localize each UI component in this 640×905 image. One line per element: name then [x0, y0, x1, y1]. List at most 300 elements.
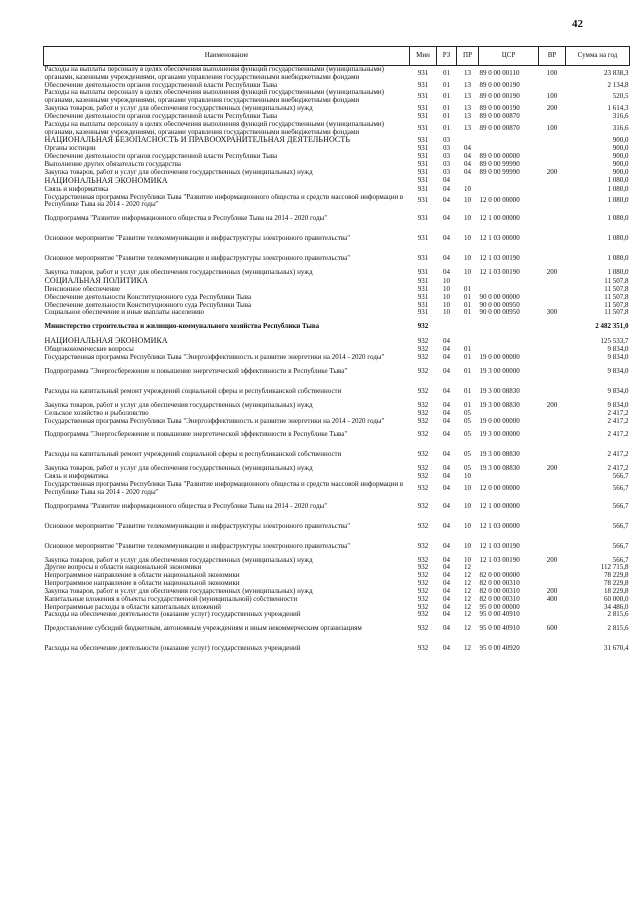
- cell-csr: [479, 186, 539, 194]
- cell-sum: 1 080,0: [607, 234, 629, 243]
- cell-sum: 900,0: [612, 145, 629, 153]
- cell-pr: 01: [464, 366, 471, 375]
- cell-name: Обеспечение деятельности органов государственной власти Республики Тыва: [44, 153, 278, 161]
- cell-pr: 12: [464, 580, 471, 588]
- cell-sum: 34 486,0: [604, 603, 629, 611]
- cell-pr: 04: [464, 153, 471, 161]
- cell-min: 932: [417, 587, 429, 595]
- table-row: [44, 229, 630, 249]
- table-row: [44, 277, 630, 286]
- cell-name: Непрограммное направление в области национальной экономики: [44, 580, 240, 588]
- cell-pr: 12: [464, 624, 471, 633]
- cell-vr: 300: [546, 309, 558, 317]
- table-row: [44, 249, 630, 269]
- cell-min: 931: [417, 276, 429, 285]
- cell-vr: [539, 186, 566, 194]
- cell-min: 931: [417, 153, 429, 161]
- table-row: [44, 309, 630, 317]
- cell-pr: 12: [464, 572, 471, 580]
- cell-pr: 10: [464, 254, 471, 263]
- cell-rz: 01: [443, 68, 450, 77]
- cell-min: 932: [417, 624, 429, 633]
- cell-name: Закупка товаров, работ и услуг для обеспечения государственных (муниципальных) нужд: [44, 556, 313, 564]
- cell-csr: 82 0 00 00310: [479, 595, 520, 603]
- cell-rz: 04: [443, 337, 450, 345]
- cell-vr: [539, 209, 566, 229]
- cell-name: Расходы на капитальный ремонт учреждений социальной сферы и республиканской собственности: [44, 450, 342, 459]
- cell-vr: [539, 229, 566, 249]
- cell-min: 931: [417, 301, 429, 309]
- cell-vr: [539, 286, 566, 294]
- cell-min: 931: [417, 92, 429, 101]
- cell-vr: 100: [546, 68, 558, 77]
- cell-name: Расходы на обеспечение деятельности (оказание услуг) государственных учреждений: [44, 644, 301, 653]
- table-row: [44, 145, 630, 153]
- table-row: [44, 186, 630, 194]
- cell-vr: 200: [546, 556, 558, 564]
- table-row: [44, 209, 630, 229]
- cell-csr: 19 3 00 08830: [479, 401, 520, 409]
- cell-name: Подпрограмма "Развитие информационного общества в Республике Тыва на 2014 - 2020 годы": [44, 214, 328, 223]
- cell-sum: 2 815,6: [607, 624, 629, 633]
- cell-rz: 04: [443, 564, 450, 572]
- cell-rz: 04: [443, 580, 450, 588]
- cell-rz: 04: [443, 185, 450, 193]
- cell-vr: [539, 317, 566, 337]
- cell-min: 932: [417, 541, 429, 550]
- cell-name: Закупка товаров, работ и услуг для обеспечения государственных (муниципальных) нужд: [44, 168, 313, 176]
- cell-csr: 19 3 00 00000: [479, 366, 520, 375]
- cell-csr: [479, 136, 539, 145]
- cell-csr: 89 0 00 00000: [479, 153, 520, 161]
- cell-rz: 04: [443, 354, 450, 362]
- cell-vr: [539, 639, 566, 659]
- cell-pr: 10: [464, 521, 471, 530]
- cell-pr: 13: [464, 105, 471, 113]
- cell-rz: 01: [443, 81, 450, 89]
- cell-sum: 2 482 351,0: [595, 322, 629, 331]
- cell-sum: 112 715,8: [600, 564, 629, 572]
- cell-csr: 89 0 00 00190: [479, 81, 520, 89]
- cell-rz: 04: [443, 450, 450, 459]
- cell-min: 932: [417, 521, 429, 530]
- cell-vr: [539, 145, 566, 153]
- table-row: [44, 161, 630, 169]
- table-row: [44, 169, 630, 177]
- table-row: [44, 66, 630, 82]
- cell-min: 932: [417, 556, 429, 564]
- cell-min: 931: [417, 196, 429, 205]
- cell-pr: 13: [464, 68, 471, 77]
- table-row: [44, 604, 630, 612]
- header-vr: ВР: [539, 47, 566, 66]
- cell-rz: 04: [443, 214, 450, 223]
- cell-min: 931: [417, 68, 429, 77]
- cell-rz: 10: [443, 309, 450, 317]
- cell-sum: 9 834,0: [607, 354, 629, 362]
- cell-min: 932: [417, 430, 429, 439]
- table-row: [44, 121, 630, 137]
- cell-name: Подпрограмма "Энергосбережение и повышение энергетической эффективности в Республике Тыва": [44, 366, 348, 375]
- cell-pr: 12: [464, 595, 471, 603]
- cell-vr: [539, 517, 566, 537]
- cell-rz: 04: [443, 254, 450, 263]
- cell-sum: 1 080,0: [607, 196, 629, 205]
- cell-rz: 01: [443, 123, 450, 132]
- cell-rz: 10: [443, 293, 450, 301]
- cell-csr: 90 0 00 00950: [479, 309, 520, 317]
- cell-pr: [457, 136, 479, 145]
- cell-name: Расходы на выплаты персоналу в целях обеспечения выполнения функций государственными (муниципальными) органами, казенными учреждениями, органами управления государственными внебюджетными фондами: [44, 120, 385, 136]
- cell-name: Государственная программа Республики Тыва "Энергоэффективность и развитие энергетики на 2014 - 2020 годы": [44, 417, 385, 425]
- cell-sum: 18 229,8: [604, 587, 629, 595]
- cell-name: Основное мероприятие "Развитие телекоммуникации и инфраструктуры электронного правительства": [44, 521, 351, 530]
- cell-rz: 04: [443, 196, 450, 205]
- cell-sum: 23 838,3: [604, 68, 629, 77]
- cell-name: Пенсионное обеспечение: [44, 285, 120, 293]
- header-min: Мин: [410, 47, 437, 66]
- cell-csr: 12 1 00 00000: [479, 214, 520, 223]
- table-row: [44, 481, 630, 497]
- cell-csr: 89 0 00 00870: [479, 123, 520, 132]
- cell-min: 932: [417, 501, 429, 510]
- cell-csr: [479, 145, 539, 153]
- cell-sum: 11 507,8: [604, 301, 629, 309]
- cell-sum: 566,7: [612, 473, 629, 481]
- cell-name: СОЦИАЛЬНАЯ ПОЛИТИКА: [44, 276, 148, 285]
- cell-csr: 95 0 00 40920: [479, 644, 520, 653]
- cell-csr: 95 0 00 00000: [479, 603, 520, 611]
- cell-sum: 900,0: [612, 136, 629, 145]
- cell-csr: 19 3 00 00000: [479, 430, 520, 439]
- cell-sum: 11 507,8: [604, 276, 629, 285]
- cell-rz: 04: [443, 234, 450, 243]
- table-row: [44, 382, 630, 402]
- cell-pr: 01: [464, 346, 471, 354]
- cell-min: 931: [417, 112, 429, 120]
- cell-csr: 89 0 00 00190: [479, 92, 520, 101]
- cell-pr: 13: [464, 81, 471, 89]
- cell-rz: 04: [443, 366, 450, 375]
- cell-pr: 10: [464, 196, 471, 205]
- cell-pr: 05: [464, 409, 471, 417]
- cell-pr: 12: [464, 611, 471, 619]
- cell-name: Сельское хозяйство и рыболовство: [44, 409, 149, 417]
- cell-sum: 11 507,8: [604, 285, 629, 293]
- cell-vr: [539, 277, 566, 286]
- cell-csr: [479, 317, 539, 337]
- cell-min: 931: [417, 309, 429, 317]
- cell-min: 932: [417, 483, 429, 492]
- cell-name: Министерство строительства и жилищно-коммунального хозяйства Республики Тыва: [44, 322, 320, 331]
- cell-name: Выполнение других обязательств государства: [44, 161, 182, 169]
- table-row: [44, 537, 630, 557]
- cell-rz: 04: [443, 624, 450, 633]
- cell-vr: [539, 113, 566, 121]
- cell-vr: [539, 473, 566, 481]
- cell-csr: [479, 337, 539, 346]
- cell-vr: [539, 249, 566, 269]
- cell-pr: 01: [464, 285, 471, 293]
- cell-sum: 2 417,2: [607, 417, 629, 425]
- cell-pr: 10: [464, 473, 471, 481]
- cell-min: 931: [417, 254, 429, 263]
- cell-pr: 10: [464, 234, 471, 243]
- cell-min: 932: [417, 465, 429, 473]
- cell-sum: 316,6: [612, 123, 629, 132]
- cell-csr: 19 3 00 08830: [479, 465, 520, 473]
- cell-min: 931: [417, 234, 429, 243]
- cell-name: Закупка товаров, работ и услуг для обеспечения государственных (муниципальных) нужд: [44, 465, 313, 473]
- cell-vr: 100: [546, 123, 558, 132]
- cell-csr: 89 0 00 00870: [479, 112, 520, 120]
- cell-min: 931: [417, 105, 429, 113]
- table-row: [44, 354, 630, 362]
- cell-rz: 04: [443, 465, 450, 473]
- cell-name: Государственная программа Республики Тыва "Энергоэффективность и развитие энергетики на 2014 - 2020 годы": [44, 354, 385, 362]
- cell-csr: 90 0 00 00000: [479, 293, 520, 301]
- cell-min: 931: [417, 185, 429, 193]
- cell-name: Расходы на выплаты персоналу в целях обеспечения выполнения функций государственными (муниципальными) органами, казенными учреждениями, органами управления государственными внебюджетными фондами: [44, 89, 385, 105]
- cell-rz: 03: [443, 136, 450, 145]
- cell-sum: 1 080,0: [607, 254, 629, 263]
- cell-csr: 95 0 00 40910: [479, 624, 520, 633]
- table-row: [44, 611, 630, 619]
- cell-vr: [539, 611, 566, 619]
- cell-pr: [457, 317, 479, 337]
- cell-min: 931: [417, 176, 429, 185]
- cell-name: Обеспечение деятельности Конституционного суда Республики Тыва: [44, 301, 252, 309]
- cell-name: Другие вопросы в области национальной экономики: [44, 564, 202, 572]
- cell-rz: 04: [443, 572, 450, 580]
- cell-name: Социальное обеспечение и иные выплаты населению: [44, 309, 204, 317]
- cell-csr: 95 0 00 40910: [479, 611, 520, 619]
- cell-vr: 600: [546, 624, 558, 633]
- cell-rz: 04: [443, 541, 450, 550]
- cell-sum: 2 417,2: [607, 450, 629, 459]
- cell-sum: 1 080,0: [607, 176, 629, 185]
- cell-rz: 04: [443, 386, 450, 395]
- cell-rz: 03: [443, 168, 450, 176]
- cell-min: 932: [417, 409, 429, 417]
- cell-sum: 9 834,0: [607, 366, 629, 375]
- cell-pr: 01: [464, 386, 471, 395]
- cell-rz: 10: [443, 285, 450, 293]
- table-row: [44, 588, 630, 596]
- cell-pr: 01: [464, 301, 471, 309]
- cell-name: Непрограммные расходы в области капитальных вложений: [44, 603, 222, 611]
- cell-pr: 10: [464, 269, 471, 277]
- cell-min: 932: [417, 354, 429, 362]
- cell-sum: 1 080,0: [607, 269, 629, 277]
- cell-csr: 19 3 00 08830: [479, 450, 520, 459]
- cell-min: 931: [417, 285, 429, 293]
- cell-csr: 19 0 00 00000: [479, 354, 520, 362]
- cell-vr: 200: [546, 269, 558, 277]
- table-row: [44, 362, 630, 382]
- cell-vr: [539, 572, 566, 580]
- cell-csr: [479, 473, 539, 481]
- cell-sum: 125 533,7: [600, 337, 629, 345]
- cell-pr: 01: [464, 401, 471, 409]
- cell-vr: [539, 410, 566, 418]
- cell-sum: 2 134,8: [607, 81, 629, 89]
- cell-min: 932: [417, 644, 429, 653]
- cell-csr: 19 0 00 00000: [479, 417, 520, 425]
- cell-sum: 9 834,0: [607, 386, 629, 395]
- cell-name: Закупка товаров, работ и услуг для обеспечения государственных (муниципальных) нужд: [44, 269, 313, 277]
- cell-pr: 12: [464, 603, 471, 611]
- cell-sum: 31 670,4: [604, 644, 629, 653]
- table-row: [44, 418, 630, 426]
- cell-csr: 12 1 03 00190: [479, 541, 520, 550]
- cell-name: Закупка товаров, работ и услуг для обеспечения государственных (муниципальных) нужд: [44, 401, 313, 409]
- cell-min: 931: [417, 168, 429, 176]
- cell-pr: 01: [464, 309, 471, 317]
- cell-pr: 01: [464, 293, 471, 301]
- table-row: [44, 580, 630, 588]
- cell-min: 931: [417, 269, 429, 277]
- table-row: [44, 302, 630, 310]
- cell-sum: 900,0: [612, 161, 629, 169]
- table-row: [44, 337, 630, 346]
- cell-sum: 520,5: [612, 92, 629, 101]
- cell-rz: 10: [443, 301, 450, 309]
- cell-csr: 12 0 00 00000: [479, 483, 520, 492]
- cell-vr: 200: [546, 105, 558, 113]
- cell-name: Расходы на выплаты персоналу в целях обеспечения выполнения функций государственными (муниципальными) органами, казенными учреждениями, органами управления государственными внебюджетными фондами: [44, 65, 385, 81]
- table-row: [44, 89, 630, 105]
- cell-csr: 82 0 00 00000: [479, 572, 520, 580]
- cell-csr: [479, 346, 539, 354]
- cell-sum: 566,7: [612, 501, 629, 510]
- table-row: [44, 410, 630, 418]
- cell-rz: 04: [443, 473, 450, 481]
- table-row: [44, 402, 630, 410]
- cell-vr: [539, 82, 566, 90]
- cell-pr: 12: [464, 587, 471, 595]
- table-row: [44, 113, 630, 121]
- cell-csr: [479, 286, 539, 294]
- cell-vr: [539, 382, 566, 402]
- cell-rz: 04: [443, 595, 450, 603]
- cell-sum: 1 080,0: [607, 185, 629, 193]
- cell-vr: [539, 302, 566, 310]
- cell-vr: [539, 337, 566, 346]
- cell-vr: [539, 354, 566, 362]
- cell-csr: 12 0 00 00000: [479, 196, 520, 205]
- cell-sum: 900,0: [612, 168, 629, 176]
- table-row: [44, 82, 630, 90]
- cell-pr: [457, 277, 479, 286]
- cell-min: 931: [417, 214, 429, 223]
- cell-vr: [539, 418, 566, 426]
- cell-rz: 04: [443, 644, 450, 653]
- header-sum: Сумма на год: [566, 47, 630, 66]
- table-row: [44, 497, 630, 517]
- cell-min: 932: [417, 386, 429, 395]
- cell-vr: 100: [546, 92, 558, 101]
- cell-rz: 04: [443, 587, 450, 595]
- cell-sum: 316,6: [612, 112, 629, 120]
- cell-name: Общеэкономические вопросы: [44, 346, 134, 354]
- table-row: [44, 136, 630, 145]
- cell-rz: 04: [443, 603, 450, 611]
- cell-csr: 89 0 00 99990: [479, 168, 520, 176]
- cell-vr: 400: [546, 595, 558, 603]
- cell-rz: 04: [443, 521, 450, 530]
- header-csr: ЦСР: [479, 47, 539, 66]
- cell-name: Государственная программа Республики Тыва "Развитие информационного общества и средств массовой информации в Республике Тыва на 2014 - 2020 годы": [44, 481, 404, 496]
- cell-csr: 12 1 03 00000: [479, 521, 520, 530]
- cell-csr: 90 0 00 00950: [479, 301, 520, 309]
- cell-rz: 04: [443, 176, 450, 185]
- cell-min: 932: [417, 346, 429, 354]
- cell-rz: 01: [443, 92, 450, 101]
- cell-min: 932: [417, 611, 429, 619]
- cell-name: Основное мероприятие "Развитие телекоммуникации и инфраструктуры электронного правительства": [44, 541, 351, 550]
- table-row: [44, 557, 630, 565]
- table-row: [44, 177, 630, 186]
- cell-vr: [539, 564, 566, 572]
- cell-csr: 12 1 03 00000: [479, 234, 520, 243]
- cell-name: НАЦИОНАЛЬНАЯ ЭКОНОМИКА: [44, 176, 168, 185]
- cell-pr: 05: [464, 417, 471, 425]
- cell-min: 932: [417, 322, 429, 331]
- cell-pr: 10: [464, 185, 471, 193]
- cell-rz: 10: [443, 276, 450, 285]
- cell-sum: 60 000,0: [604, 595, 629, 603]
- table-row: [44, 269, 630, 277]
- cell-rz: 03: [443, 145, 450, 153]
- cell-min: 932: [417, 337, 429, 345]
- cell-pr: 10: [464, 483, 471, 492]
- cell-name: Непрограммное направление в области национальной экономики: [44, 572, 240, 580]
- cell-rz: 04: [443, 483, 450, 492]
- cell-pr: 01: [464, 354, 471, 362]
- table-row: [44, 572, 630, 580]
- cell-sum: 566,7: [612, 556, 629, 564]
- table-row: [44, 639, 630, 659]
- table-row: [44, 445, 630, 465]
- cell-vr: 200: [546, 587, 558, 595]
- table-row: [44, 473, 630, 481]
- cell-sum: 1 080,0: [607, 214, 629, 223]
- cell-name: Основное мероприятие "Развитие телекоммуникации и инфраструктуры электронного правительства": [44, 254, 351, 263]
- cell-min: 932: [417, 572, 429, 580]
- cell-csr: 12 1 03 00190: [479, 254, 520, 263]
- cell-name: НАЦИОНАЛЬНАЯ БЕЗОПАСНОСТЬ И ПРАВООХРАНИТЕЛЬНАЯ ДЕЯТЕЛЬНОСТЬ: [44, 136, 351, 145]
- cell-csr: [479, 564, 539, 572]
- cell-vr: [539, 136, 566, 145]
- cell-pr: 10: [464, 214, 471, 223]
- cell-name: Связь и информатика: [44, 473, 109, 481]
- cell-sum: 11 507,8: [604, 293, 629, 301]
- cell-name: Основное мероприятие "Развитие телекоммуникации и инфраструктуры электронного правительства": [44, 234, 351, 243]
- cell-pr: 04: [464, 168, 471, 176]
- cell-min: 932: [417, 580, 429, 588]
- cell-pr: 04: [464, 161, 471, 169]
- table-row: [44, 564, 630, 572]
- cell-vr: [539, 346, 566, 354]
- cell-vr: [539, 604, 566, 612]
- cell-pr: 05: [464, 430, 471, 439]
- cell-csr: 12 1 03 00190: [479, 269, 520, 277]
- cell-pr: 13: [464, 123, 471, 132]
- cell-rz: [437, 317, 457, 337]
- cell-name: Подпрограмма "Энергосбережение и повышение энергетической эффективности в Республике Тыва": [44, 430, 348, 439]
- cell-csr: 89 0 00 00110: [479, 68, 520, 77]
